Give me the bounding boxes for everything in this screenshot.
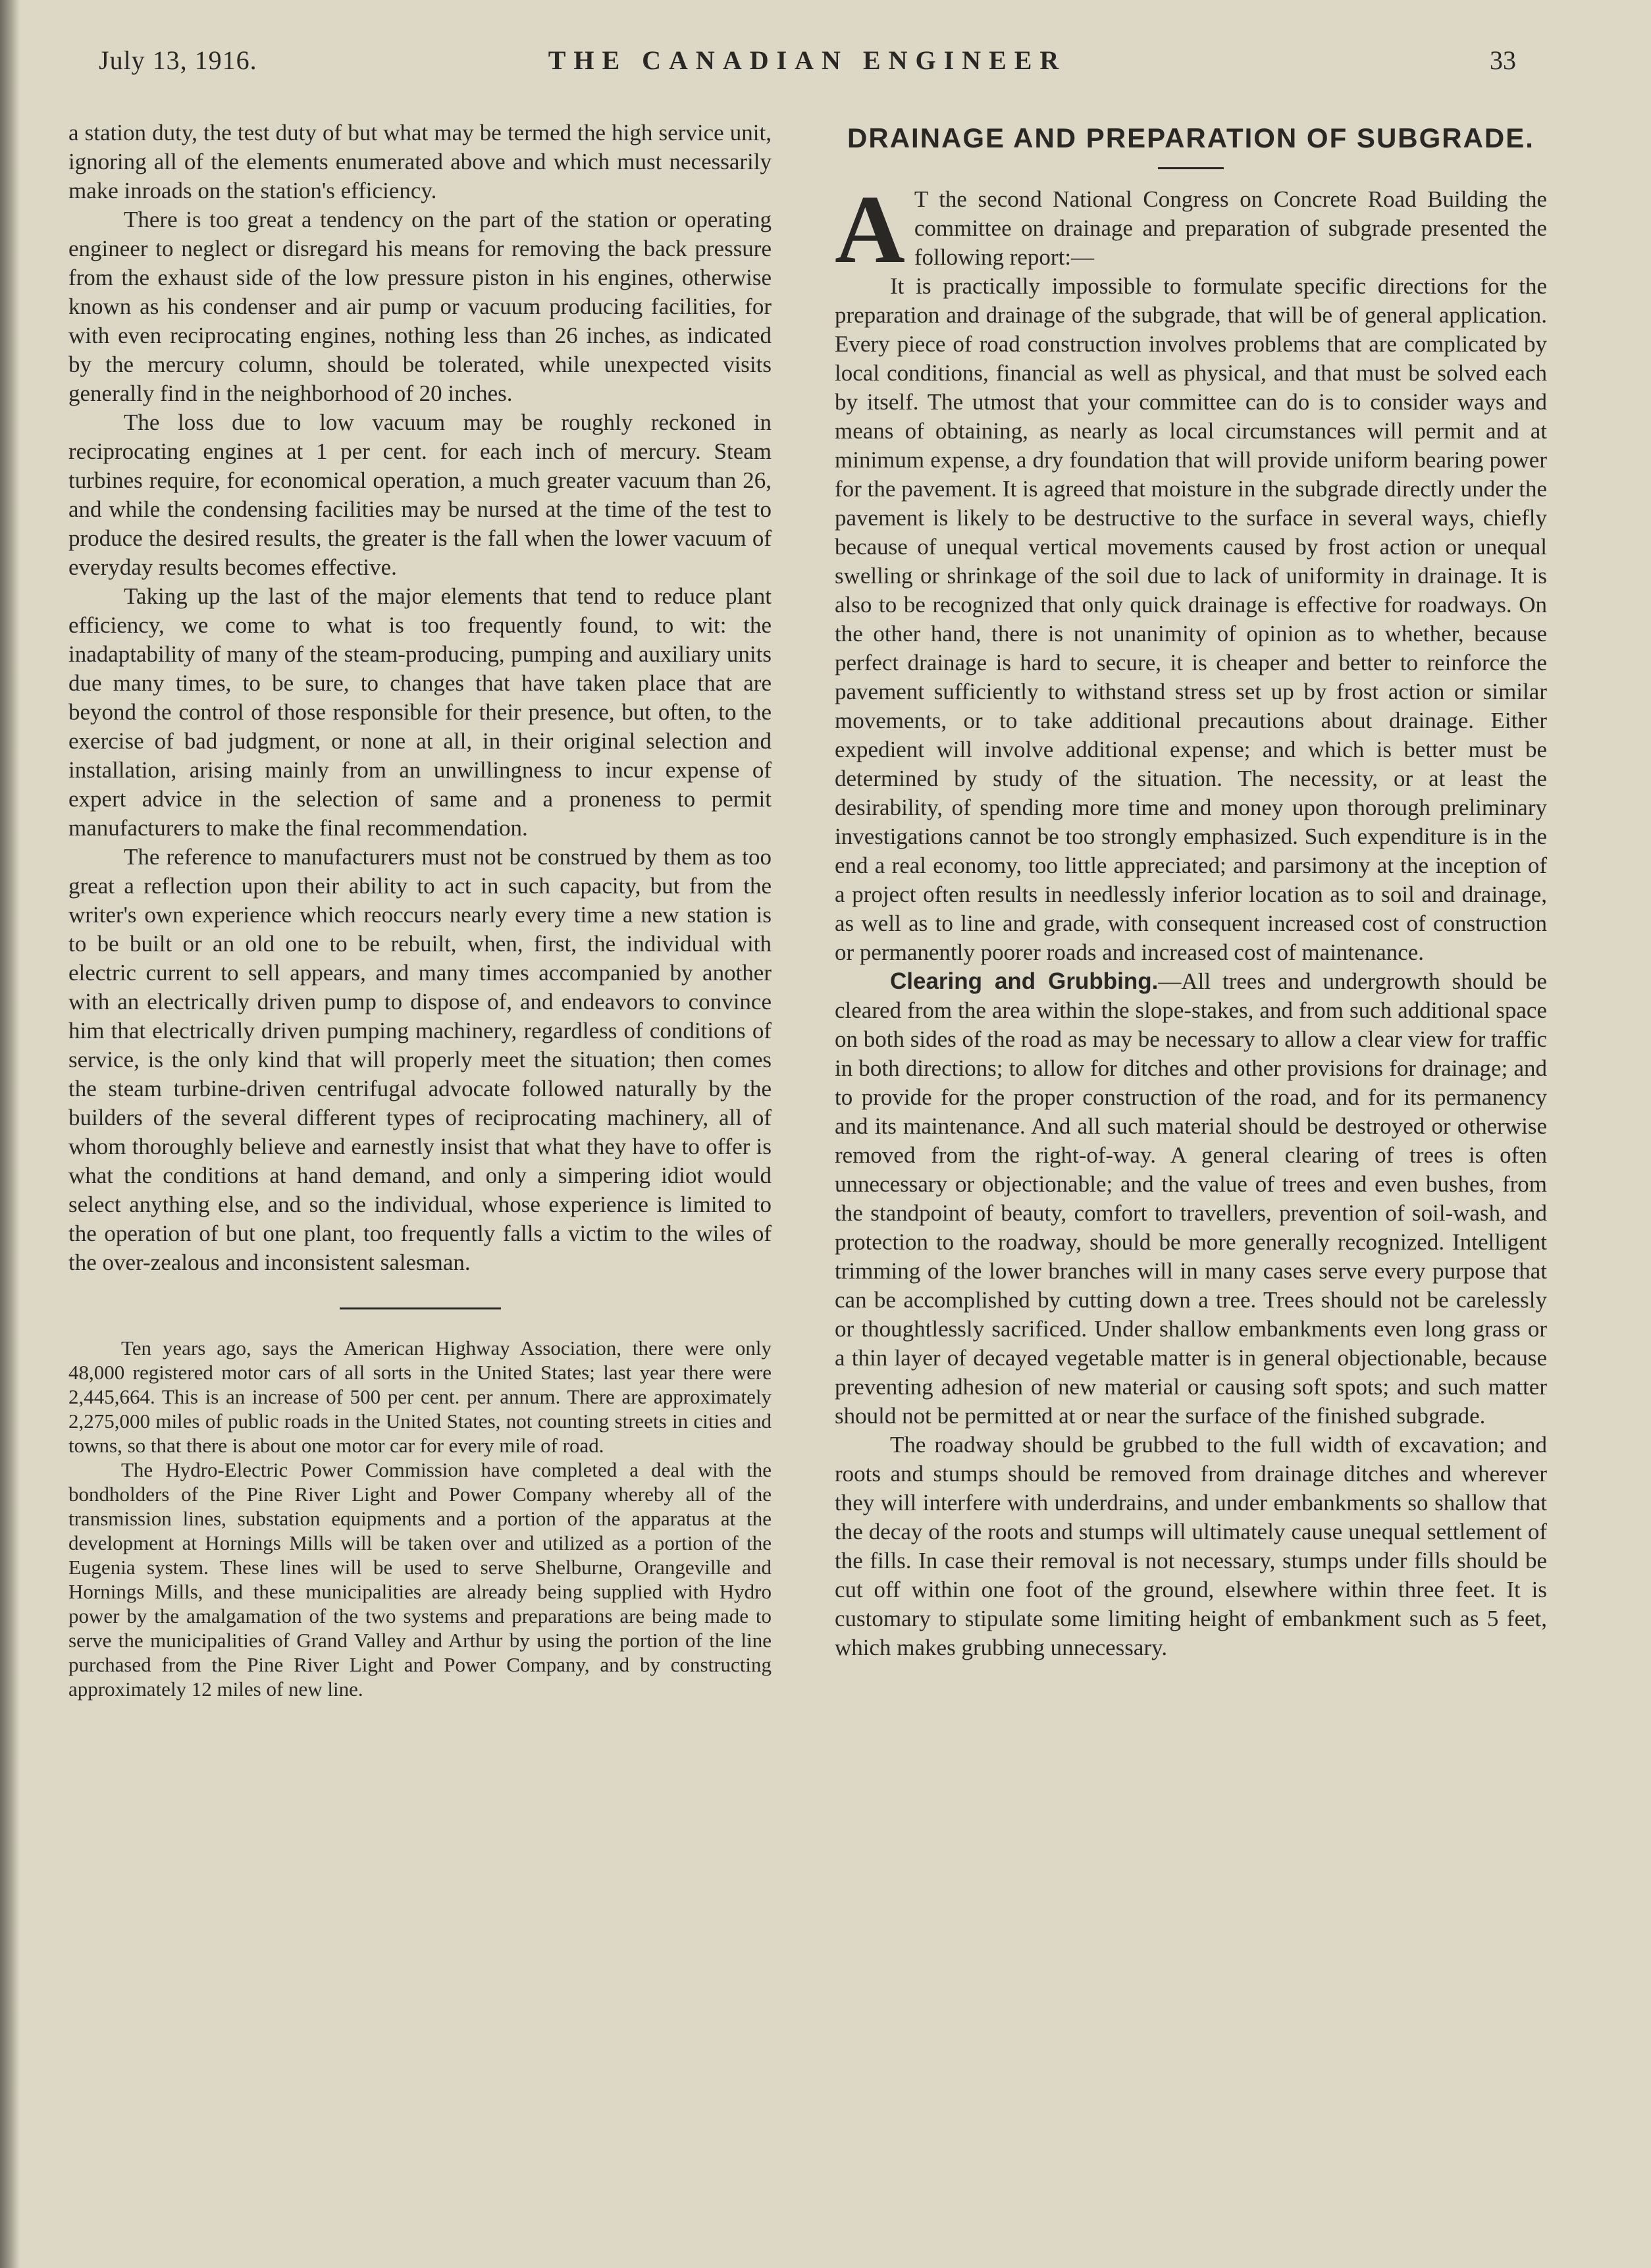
news-note: The Hydro-Electric Power Commission have completed a deal with the bondholders of the Pine River Light and Power Company whereby all of the transmission lines, substation equipments and a portion of the apparatus at the development at Hornings Mills will be taken over and utilized as a portion of the Eugenia system. These lines will be used to serve Shelburne, Orangeville and Hornings Mills, and these municipalities are already being supplied with Hydro power by the amalgamation of the two systems and preparations are being made to serve the municipalities of Grand Valley and Arthur by using the portion of the line purchased from the Pine River Light and Power Company, and by constructing approximately 12 miles of new line. bbox=[68, 1458, 772, 1701]
page-number: 33 bbox=[1490, 45, 1516, 75]
running-head bbox=[99, 41, 1516, 80]
right-column bbox=[835, 119, 1547, 1662]
paragraph: There is too great a tendency on the part of the station or operating engineer to neglect or disregard his means for removing the back pressure from the exhaust side of the low pressure piston in his engines, otherwise known as his condenser and air pump or vacuum producing facilities, for with even reciprocating engines, nothing less than 26 inches, as indicated by the mercury column, should be tolerated, while unexpected visits generally find in the neighborhood of 20 inches. bbox=[68, 207, 772, 406]
paragraph: The loss due to low vacuum may be roughly reckoned in reciprocating engines at 1 per cent. for each inch of mercury. Steam turbines require, for economical operation, a much greater vacuum than 26, and while the condensing facilities may be nursed at the time of the test to produce the desired results, the greater is the fall when the lower vacuum of everyday results becomes effective. bbox=[68, 409, 772, 580]
clearing-subhead: Clearing and Grubbing. bbox=[890, 968, 1159, 994]
binding-shadow bbox=[0, 0, 20, 2268]
drop-cap: A bbox=[835, 176, 905, 284]
intro-text: T the second National Congress on Concrete Road Building the committee on drainage and preparation of subgrade presented the following report:— bbox=[914, 186, 1547, 270]
news-notes bbox=[68, 1336, 772, 1701]
paragraph: The reference to manufacturers must not be construed by them as too great a reflection upon their ability to act in such capacity, but from the writer's own experience which reoccurs nearly every time a new station is to be built or an old one to be rebuilt, when, first, the individual with electric current to sell appears, and many times accompanied by another with an electrically driven pump to dispose of, and endeavors to convince him that electrically driven pumping machinery, regardless of conditions of service, is the only kind that will properly meet the situation; then comes the steam turbine-driven centrifugal advocate followed naturally by the builders of the several different types of reciprocating machinery, all of whom thoroughly believe and earnestly insist that what they have to offer is what the conditions at hand demand, and only a simpering idiot would select anything else, and so the individual, whose experience is limited to the operation of but one plant, too frequently falls a victim to the wiles of the over-zealous and inconsistent salesman. bbox=[68, 844, 772, 1275]
paragraph: a station duty, the test duty of but what may be termed the high service unit, ignoring all of the elements enumerated above and which must necessarily make inroads on the station's efficiency. bbox=[68, 120, 772, 203]
left-column bbox=[68, 119, 772, 1701]
publication-title: THE CANADIAN ENGINEER bbox=[548, 45, 1067, 75]
paragraph: Taking up the last of the major elements that tend to reduce plant efficiency, we come to what is too frequently found, to wit: the inadaptability of many of the steam-producing, pumping and auxiliary units due many times, to be sure, to changes that have taken place that are beyond the control of those responsible for their presence, but often, to the exercise of bad judgment, or none at all, in their original selection and installation, arising mainly from an unwillingness to incur expense of expert advice in the selection of same and a proneness to permit manufacturers to make the final recommendation. bbox=[68, 583, 772, 841]
title-rule bbox=[1158, 167, 1224, 169]
news-note: Ten years ago, says the American Highway Association, there were only 48,000 registered motor cars of all sorts in the United States; last year there were 2,445,664. This is an increase of 500 per cent. per annum. There are approximately 2,275,000 miles of public roads in the United States, not counting streets in cities and towns, so that there is about one motor car for every mile of road. bbox=[68, 1336, 772, 1457]
article-title: DRAINAGE AND PREPARATION OF SUBGRADE. bbox=[847, 122, 1534, 153]
paragraph: It is practically impossible to formulate specific directions for the preparation and drainage of the subgrade, that will be of general application. Every piece of road construction involves problems that are complicated by local conditions, financial as well as physical, and that must be solved each by itself. The utmost that your committee can do is to consider ways and means of obtaining, as nearly as local circumstances will permit and at minimum expense, a dry foundation that will provide uniform bearing power for the pavement. It is agreed that moisture in the subgrade directly under the pavement is likely to be destructive to the surface in several ways, chiefly because of unequal vertical movements caused by frost action or unequal swelling or shrinkage of the soil due to lack of uniformity in drainage. It is also to be recognized that only quick drainage is effective for roadways. On the other hand, there is not unanimity of opinion as to whether, because perfect drainage is hard to secure, it is cheaper and better to reinforce the pavement sufficiently to withstand stress set up by frost action or similar movements, or to take additional precautions about drainage. Either expedient will involve additional expense; and which is better must be determined by study of the situation. The necessity, or at least the desirability, of spending more time and money upon thorough preliminary investigations cannot be too strongly emphasized. Such expenditure is in the end a real economy, too little appreciated; and parsimony at the inception of a project often results in needlessly inferior location as to soil and drainage, as well as to line and grade, with consequent increased cost of construction or permanently poorer roads and increased cost of maintenance. bbox=[835, 273, 1547, 965]
clearing-paragraph bbox=[835, 967, 1547, 1431]
section-divider bbox=[340, 1307, 501, 1309]
intro-paragraph bbox=[835, 176, 1547, 284]
paragraph: The roadway should be grubbed to the full width of excavation; and roots and stumps should be removed from drainage ditches and wherever they will interfere with underdrains, and under embankments so shallow that the decay of the roots and stumps will ultimately cause unequal settlement of the fills. In case their removal is not necessary, stumps under fills should be cut off within one foot of the ground, elsewhere within three feet. It is customary to stipulate some limiting height of embankment such as 5 feet, which makes grubbing unnecessary. bbox=[835, 1432, 1547, 1660]
issue-date: July 13, 1916. bbox=[99, 45, 257, 75]
clearing-text: —All trees and undergrowth should be cleared from the area within the slope-stakes, and from such additional space on both sides of the road as may be necessary to allow a clear view for traffic in both directions; to allow for ditches and other provisions for drainage; and to provide for the proper construction of the road, and for its permanency and its maintenance. And all such material should be destroyed or otherwise removed from the right-of-way. A general clearing of trees is often unnecessary or objectionable; and the value of trees and even bushes, from the standpoint of beauty, comfort to travellers, prevention of soil-wash, and protection to the roadway, should be more generally recognized. Intelligent trimming of the lower branches will in many cases serve every purpose that can be accomplished by cutting down a tree. Trees should not be carelessly or thoughtlessly sacrificed. Under shallow embankments even long grass or a thin layer of decayed vegetable matter is in general objectionable, because preventing adhesion of new material or causing soft spots; and such matter should not be permitted at or near the surface of the finished subgrade. bbox=[835, 968, 1548, 1429]
